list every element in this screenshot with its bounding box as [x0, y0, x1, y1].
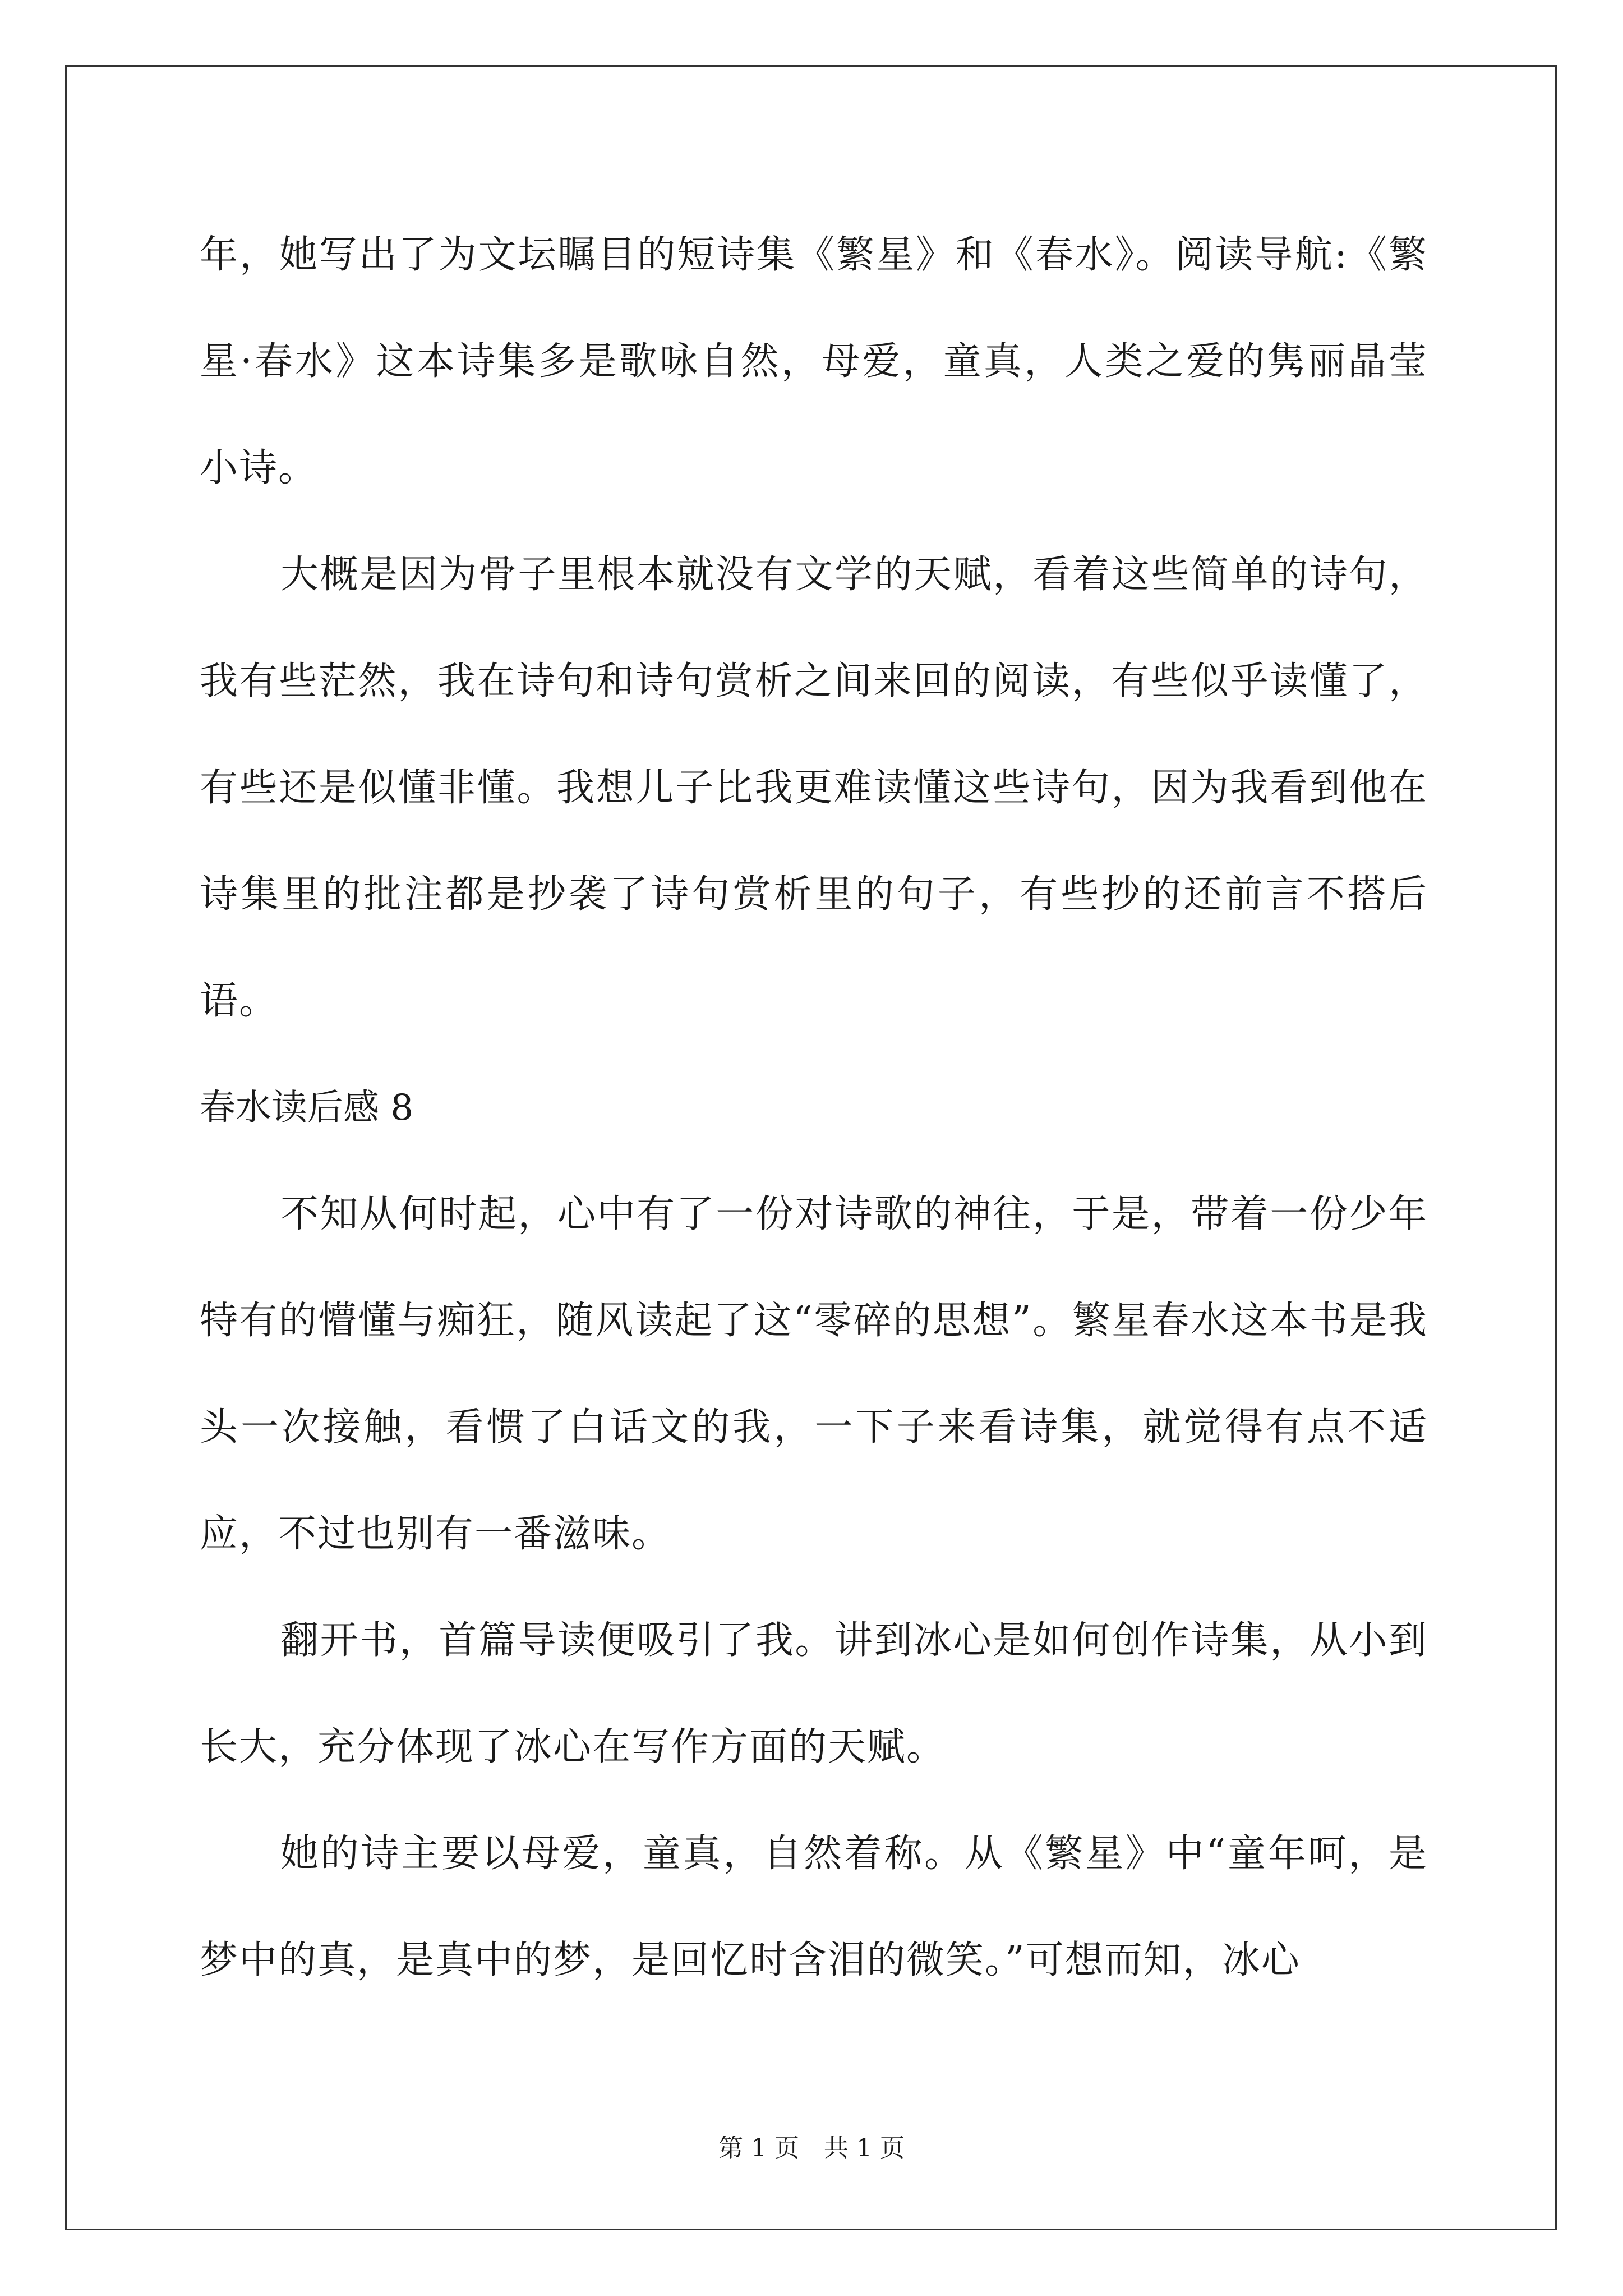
paragraph: 年，她写出了为文坛瞩目的短诗集《繁星》和《春水》。阅读导航:《繁星·春水》这本诗集多是歌咏自然，母爱，童真，人类之爱的隽丽晶莹小诗。: [200, 233, 1428, 490]
paragraph: 翻开书，首篇导读便吸引了我。讲到冰心是如何创作诗集，从小到长大，充分体现了冰心在写作方面的天赋。: [200, 1618, 1428, 1769]
paragraph: 她的诗主要以母爱，童真，自然着称。从《繁星》中“童年呵，是梦中的真，是真中的梦，是回忆时含泪的微笑。”可想而知，冰心: [200, 1832, 1428, 1982]
paragraph: 大概是因为骨子里根本就没有文学的天赋，看着这些简单的诗句，我有些茫然，我在诗句和诗句赏析之间来回的阅读，有些似乎读懂了，有些还是似懂非懂。我想儿子比我更难读懂这些诗句，因为我看到他在诗集里的批注都是抄袭了诗句赏析里的句子，有些抄的还前言不搭后语。: [200, 553, 1428, 1023]
page-total: 共 1 页: [824, 2134, 905, 2162]
document-body: [200, 202, 1428, 2014]
section-title: 春水读后感 8: [200, 1087, 414, 1129]
paragraph: 不知从何时起，心中有了一份对诗歌的神往，于是，带着一份少年特有的懵懂与痴狂，随风读起了这“零碎的思想”。繁星春水这本书是我头一次接触，看惯了白话文的我，一下子来看诗集，就觉得有点不适应，不过也别有一番滋味。: [200, 1192, 1428, 1556]
page-number: 第 1 页: [718, 2134, 799, 2162]
page-footer: [0, 2132, 1623, 2165]
